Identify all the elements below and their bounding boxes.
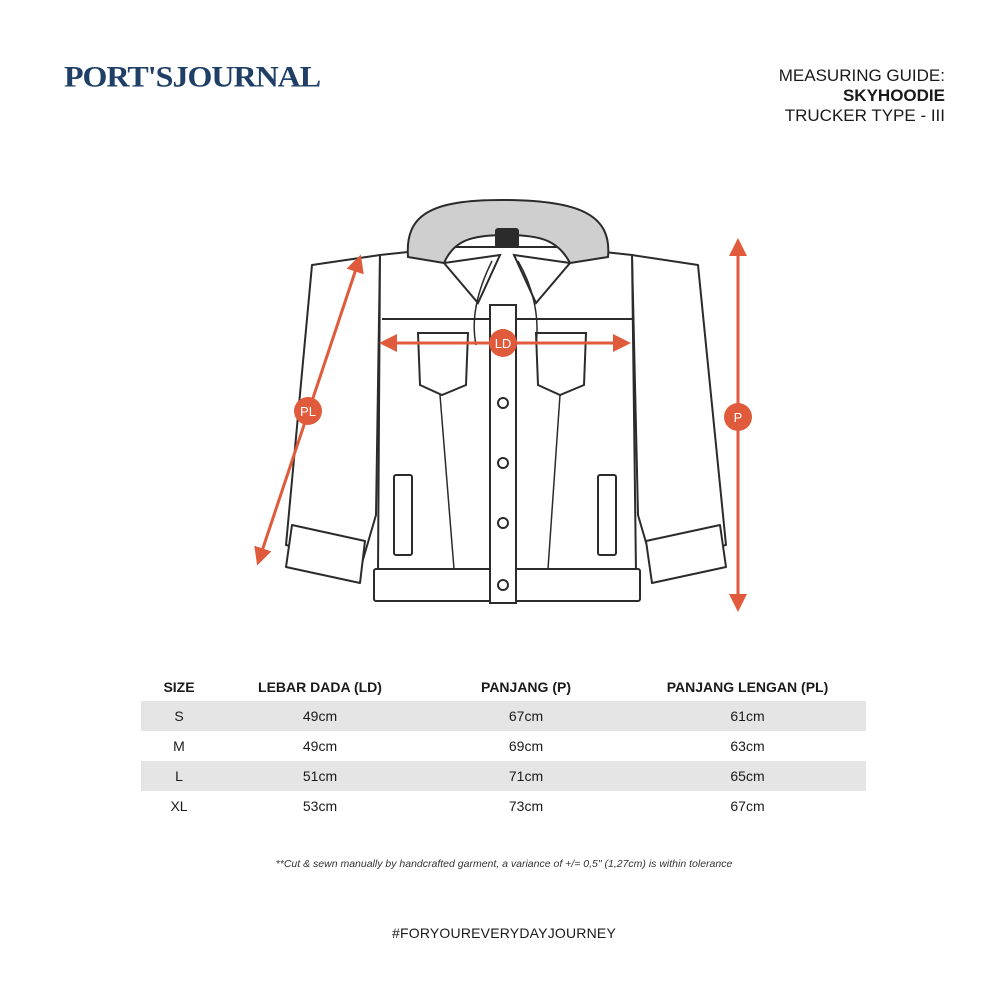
right-hand-pocket [598,475,616,555]
product-type: TRUCKER TYPE - III [784,106,945,125]
left-hand-pocket [394,475,412,555]
chest-cell: 49cm [302,738,338,754]
size-chart-table [141,674,866,821]
jacket-measurement-diagram [240,185,780,625]
product-name: SKYHOODIE [842,86,945,105]
header-sleeve-length: PANJANG LENGAN (PL) [666,679,829,695]
campaign-hashtag: #FORYOUREVERYDAYJOURNEY [392,925,616,941]
table-row [141,701,866,731]
length-cell: 67cm [423,701,629,731]
tolerance-note: **Cut & sewn manually by handcrafted garment, a variance of +/= 0,5" (1,27cm) is within tolerance [275,858,733,870]
table-row [141,731,866,761]
button [498,458,508,468]
table-header-row [141,674,866,700]
right-sleeve [632,255,726,563]
table-row [141,761,866,791]
length-cell: 71cm [423,761,629,791]
length-cell: 69cm [508,738,544,754]
size-cell: XL [170,798,188,814]
chest-cell: 51cm [217,761,423,791]
sleeve-cell: 67cm [730,798,765,814]
length-cell: 73cm [508,798,544,814]
size-cell: L [141,761,217,791]
measuring-guide-heading [779,66,945,126]
header-length: PANJANG (P) [481,679,571,695]
brand-logo: PORT'SJOURNAL [64,60,321,94]
neck-label [496,229,518,247]
chest-label: LD [494,336,512,351]
guide-title: MEASURING GUIDE: [778,66,945,85]
button [498,398,508,408]
button [498,580,508,590]
chest-cell: 49cm [217,701,423,731]
sleeve-cell: 65cm [629,761,866,791]
sleeve-cell: 63cm [730,738,765,754]
header-chest-width: LEBAR DADA (LD) [258,679,382,695]
size-cell: M [173,738,185,754]
chest-cell: 53cm [302,798,338,814]
size-cell: S [141,701,217,731]
length-label: P [733,410,743,425]
button [498,518,508,528]
sleeve-label: PL [300,404,316,419]
header-size: SIZE [163,679,195,695]
sleeve-cell: 61cm [629,701,866,731]
table-row [141,791,866,821]
